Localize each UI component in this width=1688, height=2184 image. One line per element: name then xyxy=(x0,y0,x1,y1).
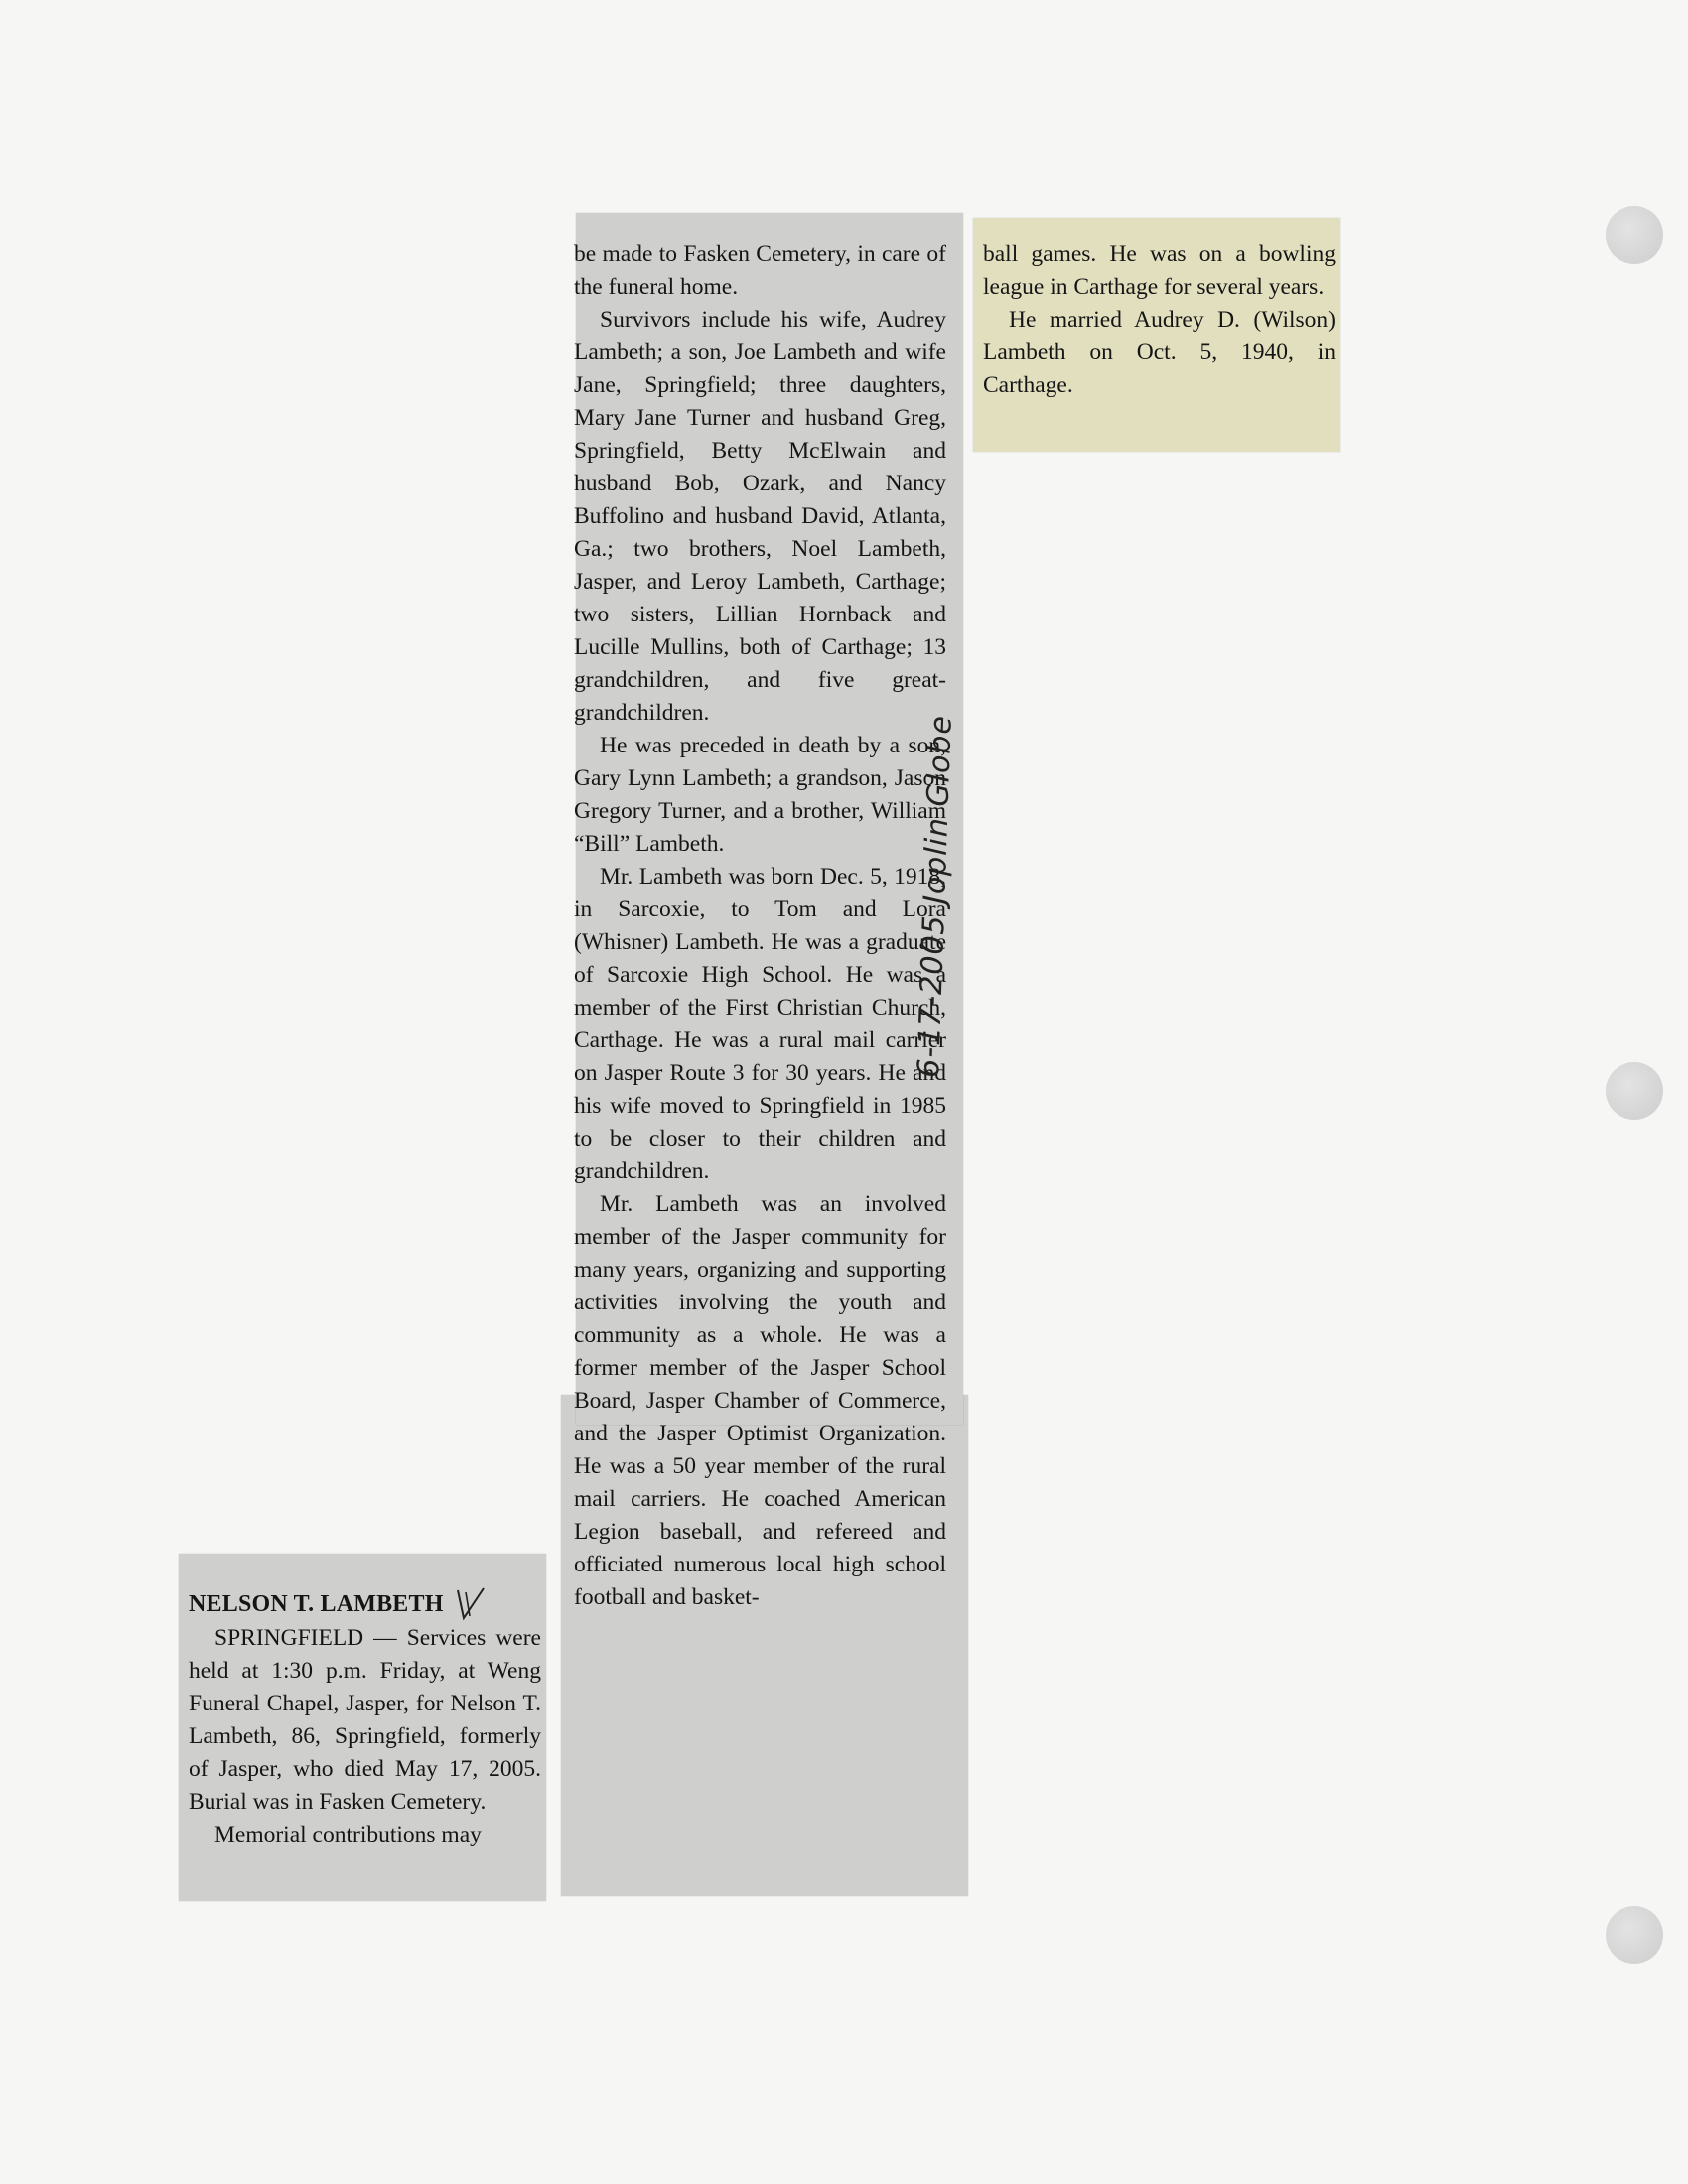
obituary-paragraph: He was preceded in death by a son, Gary Lynn Lambeth; a grandson, Jason Gregory Turner, and a brother, William “Bill” Lambeth. xyxy=(574,733,946,857)
obituary-paragraph: be made to Fasken Cemetery, in care of the funeral home. xyxy=(574,241,946,300)
checkmark-icon xyxy=(454,1586,488,1622)
obituary-column-1 xyxy=(189,1586,541,1851)
hole-punch-icon xyxy=(1606,206,1663,264)
handwritten-date-note: 6-17-2005 Joplin Globe xyxy=(912,714,959,1079)
obituary-paragraph: Mr. Lambeth was born Dec. 5, 1918, in Sarcoxie, to Tom and Lora (Whisner) Lambeth. He was a graduate of Sarcoxie High School. He was a member of the First Christian Church, Carthage. He was a rural mail carrier on Jasper Route 3 for 30 years. He and his wife moved to Springfield in 1985 to be closer to their children and grandchildren. xyxy=(574,864,946,1184)
obituary-column-3 xyxy=(983,238,1336,402)
hole-punch-icon xyxy=(1606,1906,1663,1964)
obituary-paragraph: SPRINGFIELD — Services were held at 1:30 p.m. Friday, at Weng Funeral Chapel, Jasper, for Nelson T. Lambeth, 86, Springfield, formerly of Jasper, who died May 17, 2005. Burial was in Fasken Cemetery. xyxy=(189,1625,541,1815)
obituary-heading xyxy=(189,1586,541,1622)
obituary-paragraph: Mr. Lambeth was an involved member of the Jasper community for many years, organizing and supporting activities involving the youth and community as a whole. He was a former member of the Jasper School Board, Jasper Chamber of Commerce, and the Jasper Optimist Organization. He was a 50 year member of the rural mail carriers. He coached American Legion baseball, and refereed and officiated numerous local high school football and basket- xyxy=(574,1191,946,1610)
obituary-heading-text: NELSON T. LAMBETH xyxy=(189,1590,444,1617)
obituary-paragraph: Memorial contributions may xyxy=(214,1822,482,1847)
obituary-paragraph: ball games. He was on a bowling league in Carthage for several years. xyxy=(983,241,1336,300)
obituary-column-2 xyxy=(574,238,946,1614)
hole-punch-icon xyxy=(1606,1062,1663,1120)
obituary-paragraph: He married Audrey D. (Wilson) Lambeth on Oct. 5, 1940, in Carthage. xyxy=(983,307,1336,398)
obituary-paragraph: Survivors include his wife, Audrey Lambeth; a son, Joe Lambeth and wife Jane, Springfield; three daughters, Mary Jane Turner and husband Greg, Springfield, Betty McElwain and husband Bob, Ozark, and Nancy Buffolino and husband David, Atlanta, Ga.; two brothers, Noel Lambeth, Jasper, and Leroy Lambeth, Carthage; two sisters, Lillian Hornback and Lucille Mullins, both of Carthage; 13 grandchildren, and five great-grandchildren. xyxy=(574,307,946,726)
